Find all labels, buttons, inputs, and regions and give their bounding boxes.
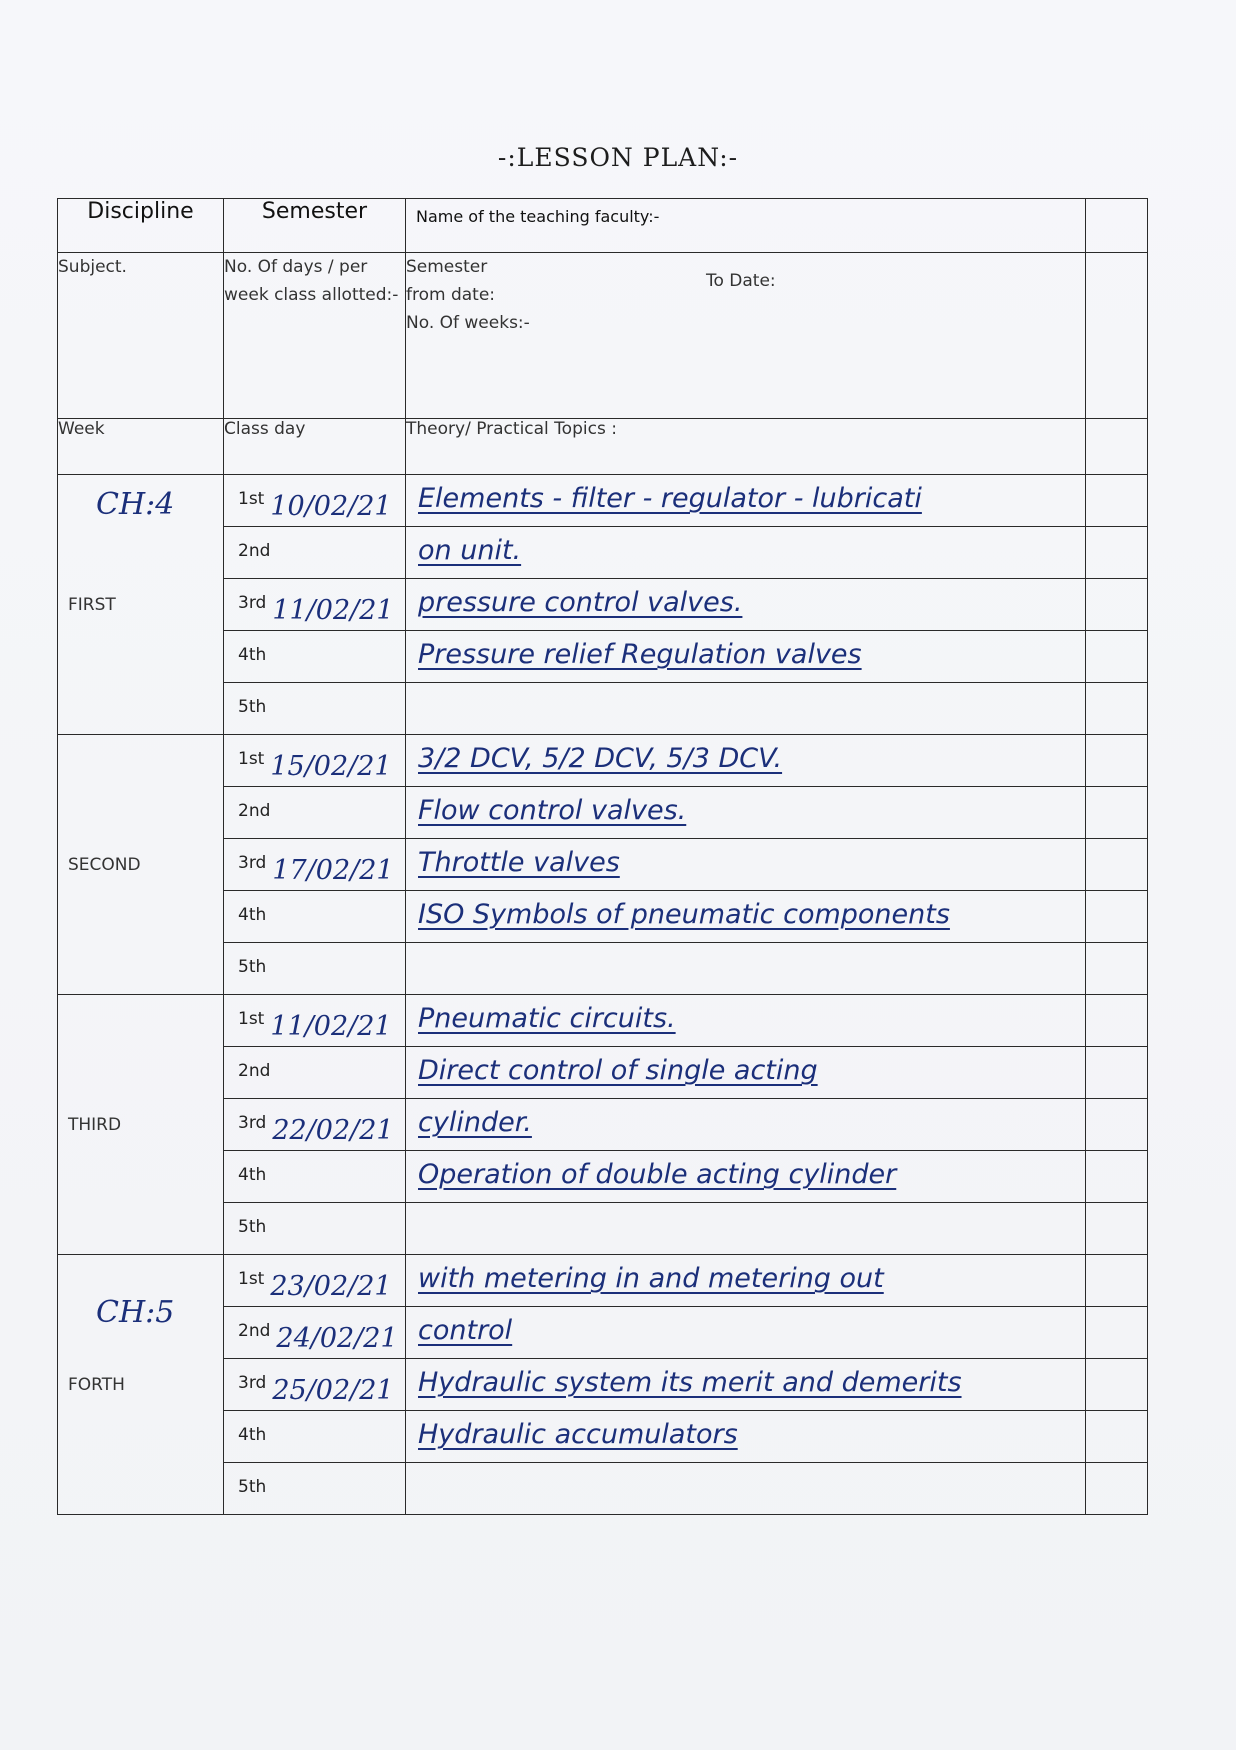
info-row (58, 253, 1148, 419)
handwritten-topic: Pneumatic circuits. (418, 1003, 676, 1034)
semester-header: Semester (224, 199, 406, 253)
table-row (58, 475, 1148, 527)
class-day-ordinal: 2nd (238, 541, 271, 561)
class-day-ordinal: 3rd (238, 593, 267, 613)
blank-cell (1086, 735, 1148, 787)
columns-row (58, 419, 1148, 475)
blank-cell (1086, 787, 1148, 839)
class-day-cell (224, 1359, 406, 1411)
class-day-cell (224, 1151, 406, 1203)
handwritten-date: 11/02/21 (270, 1011, 392, 1042)
weeks-label: No. Of weeks:- (406, 313, 530, 333)
topic-cell (406, 1047, 1086, 1099)
semester-dates (406, 253, 1086, 419)
class-day-cell (224, 579, 406, 631)
handwritten-topic: 3/2 DCV, 5/2 DCV, 5/3 DCV. (418, 743, 783, 774)
class-day-cell (224, 1411, 406, 1463)
blank-cell (1086, 199, 1148, 253)
class-day-ordinal: 1st (238, 1009, 265, 1029)
class-day-ordinal: 1st (238, 1269, 265, 1289)
handwritten-date: 25/02/21 (272, 1375, 394, 1406)
blank-cell (1086, 1463, 1148, 1515)
handwritten-date: 11/02/21 (272, 595, 394, 626)
lesson-plan-table (57, 198, 1148, 1515)
blank-cell (1086, 253, 1148, 419)
class-day-ordinal: 5th (238, 697, 267, 717)
topic-cell (406, 1307, 1086, 1359)
week-cell (58, 1255, 224, 1515)
class-day-cell (224, 631, 406, 683)
table-row (58, 995, 1148, 1047)
blank-cell (1086, 839, 1148, 891)
days-allotted-label: No. Of days / per week class allotted:- (224, 253, 406, 419)
topic-cell (406, 1099, 1086, 1151)
blank-cell (1086, 527, 1148, 579)
handwritten-topic: Elements - filter - regulator - lubricati (418, 483, 922, 514)
topic-cell (406, 527, 1086, 579)
class-day-cell (224, 1203, 406, 1255)
class-day-cell (224, 1255, 406, 1307)
class-day-ordinal: 2nd (238, 801, 271, 821)
topic-cell (406, 1359, 1086, 1411)
week-label: THIRD (68, 1114, 122, 1135)
to-date-label: To Date: (706, 271, 776, 291)
week-cell (58, 995, 224, 1255)
topic-cell (406, 787, 1086, 839)
blank-cell (1086, 683, 1148, 735)
class-day-ordinal: 1st (238, 489, 265, 509)
handwritten-topic: Hydraulic system its merit and demerits (418, 1367, 962, 1398)
handwritten-topic: cylinder. (418, 1107, 532, 1138)
topic-cell (406, 891, 1086, 943)
topic-cell (406, 943, 1086, 995)
topic-cell (406, 475, 1086, 527)
topic-cell (406, 1463, 1086, 1515)
handwritten-date: 22/02/21 (272, 1115, 394, 1146)
topic-cell (406, 839, 1086, 891)
subject-label: Subject. (58, 253, 224, 419)
handwritten-topic: Throttle valves (418, 847, 620, 878)
class-day-ordinal: 3rd (238, 1113, 267, 1133)
blank-cell (1086, 419, 1148, 475)
class-day-cell (224, 943, 406, 995)
class-day-cell (224, 1307, 406, 1359)
class-day-ordinal: 1st (238, 749, 265, 769)
weeks-body (58, 475, 1148, 1515)
blank-cell (1086, 1151, 1148, 1203)
from-date-label: from date: (406, 285, 496, 305)
table-row (58, 735, 1148, 787)
chapter-annotation: CH:4 (96, 487, 175, 522)
handwritten-topic: Operation of double acting cylinder (418, 1159, 897, 1190)
topic-cell (406, 995, 1086, 1047)
topics-column-header: Theory/ Practical Topics : (406, 419, 1086, 475)
class-day-cell (224, 1099, 406, 1151)
topic-cell (406, 1203, 1086, 1255)
blank-cell (1086, 579, 1148, 631)
blank-cell (1086, 631, 1148, 683)
semester-label: Semester (406, 257, 488, 277)
blank-cell (1086, 1047, 1148, 1099)
handwritten-topic: ISO Symbols of pneumatic components (418, 899, 950, 930)
class-day-ordinal: 4th (238, 1165, 267, 1185)
header-row (58, 199, 1148, 253)
handwritten-topic: control (418, 1315, 513, 1346)
week-cell (58, 475, 224, 735)
handwritten-date: 15/02/21 (270, 751, 392, 782)
date-line (406, 271, 1085, 309)
class-day-ordinal: 4th (238, 1425, 267, 1445)
handwritten-date: 17/02/21 (272, 855, 394, 886)
handwritten-topic: Hydraulic accumulators (418, 1419, 738, 1450)
class-day-column-header: Class day (224, 419, 406, 475)
class-day-cell (224, 735, 406, 787)
week-label: FIRST (68, 594, 116, 615)
topic-cell (406, 1411, 1086, 1463)
class-day-cell (224, 995, 406, 1047)
week-label: SECOND (68, 854, 141, 875)
topic-cell (406, 1255, 1086, 1307)
handwritten-topic: Direct control of single acting (418, 1055, 818, 1086)
discipline-header: Discipline (58, 199, 224, 253)
topic-cell (406, 735, 1086, 787)
blank-cell (1086, 891, 1148, 943)
class-day-ordinal: 3rd (238, 1373, 267, 1393)
blank-cell (1086, 943, 1148, 995)
class-day-cell (224, 839, 406, 891)
chapter-annotation: CH:5 (96, 1295, 175, 1330)
handwritten-topic: Flow control valves. (418, 795, 687, 826)
class-day-ordinal: 3rd (238, 853, 267, 873)
class-day-ordinal: 4th (238, 905, 267, 925)
handwritten-topic: pressure control valves. (418, 587, 743, 618)
blank-cell (1086, 1099, 1148, 1151)
faculty-header: Name of the teaching faculty:- (406, 199, 1086, 253)
handwritten-topic: Pressure relief Regulation valves (418, 639, 862, 670)
handwritten-topic: on unit. (418, 535, 522, 566)
handwritten-date: 24/02/21 (276, 1323, 398, 1354)
blank-cell (1086, 1255, 1148, 1307)
class-day-cell (224, 787, 406, 839)
document-title: -:LESSON PLAN:- (497, 143, 739, 172)
class-day-cell (224, 1047, 406, 1099)
week-label: FORTH (68, 1374, 125, 1395)
blank-cell (1086, 1359, 1148, 1411)
class-day-ordinal: 5th (238, 957, 267, 977)
blank-cell (1086, 1411, 1148, 1463)
class-day-cell (224, 475, 406, 527)
class-day-ordinal: 5th (238, 1477, 267, 1497)
handwritten-date: 10/02/21 (270, 491, 392, 522)
class-day-cell (224, 527, 406, 579)
class-day-ordinal: 4th (238, 645, 267, 665)
blank-cell (1086, 1203, 1148, 1255)
week-column-header: Week (58, 419, 224, 475)
class-day-cell (224, 683, 406, 735)
handwritten-date: 23/02/21 (270, 1271, 392, 1302)
topic-cell (406, 1151, 1086, 1203)
topic-cell (406, 579, 1086, 631)
class-day-cell (224, 1463, 406, 1515)
handwritten-topic: with metering in and metering out (418, 1263, 884, 1294)
class-day-ordinal: 2nd (238, 1321, 271, 1341)
blank-cell (1086, 1307, 1148, 1359)
class-day-ordinal: 2nd (238, 1061, 271, 1081)
class-day-ordinal: 5th (238, 1217, 267, 1237)
table-row (58, 1255, 1148, 1307)
blank-cell (1086, 475, 1148, 527)
topic-cell (406, 683, 1086, 735)
blank-cell (1086, 995, 1148, 1047)
week-cell (58, 735, 224, 995)
topic-cell (406, 631, 1086, 683)
class-day-cell (224, 891, 406, 943)
